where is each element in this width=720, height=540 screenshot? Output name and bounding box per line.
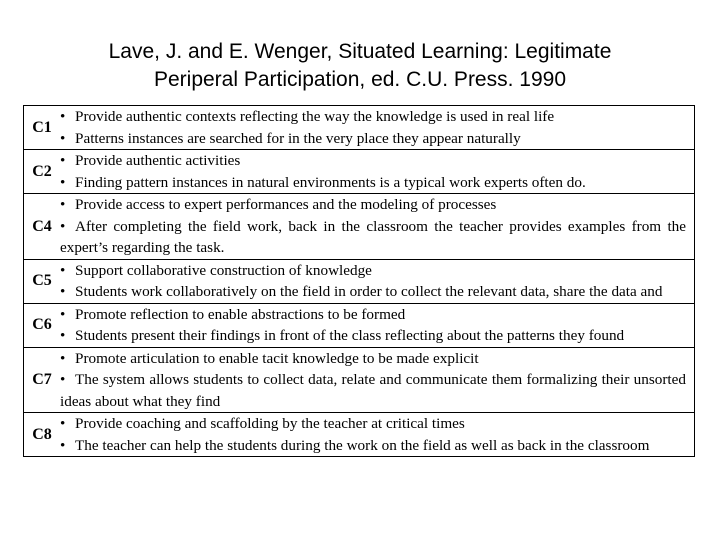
row-code: C7 xyxy=(24,347,61,413)
row-code: C6 xyxy=(24,303,61,347)
table-row xyxy=(24,194,695,260)
bullet-icon: • xyxy=(60,108,66,125)
row-code: C1 xyxy=(24,106,61,150)
application-text: • The system allows students to collect data, relate and communicate them formalizing their unsorted ideas about what they find xyxy=(60,371,686,410)
row-code: C5 xyxy=(24,259,61,303)
bullet-icon: • xyxy=(60,217,66,235)
table-row xyxy=(24,150,695,194)
criteria-table xyxy=(23,105,695,457)
bullet-icon: • xyxy=(60,129,66,147)
row-content xyxy=(60,106,695,150)
bullet-icon: • xyxy=(60,261,66,279)
principle-text: • Provide authentic contexts reflecting the way the knowledge is used in real life xyxy=(60,106,686,128)
bullet-icon: • xyxy=(60,305,66,323)
principle-text: • Provide coaching and scaffolding by the teacher at critical times xyxy=(60,413,686,435)
row-content xyxy=(60,413,695,457)
principle-text: • Provide authentic activities xyxy=(60,150,686,172)
application-text: • Students work collaboratively on the field in order to collect the relevant data, share the data and xyxy=(60,281,686,303)
application-text: • Students present their findings in front of the class reflecting about the patterns they found xyxy=(60,325,686,347)
application-text: • Finding pattern instances in natural environments is a typical work experts often do. xyxy=(60,172,686,194)
principle-text: • Support collaborative construction of knowledge xyxy=(60,260,686,282)
principle-text: • Promote articulation to enable tacit knowledge to be made explicit xyxy=(60,348,686,370)
row-code: C8 xyxy=(24,413,61,457)
table-row xyxy=(24,303,695,347)
row-content xyxy=(60,347,695,413)
table-row xyxy=(24,347,695,413)
row-content xyxy=(60,303,695,347)
table-row xyxy=(24,413,695,457)
row-content xyxy=(60,150,695,194)
row-code: C4 xyxy=(24,194,61,260)
row-code: C2 xyxy=(24,150,61,194)
row-content xyxy=(60,259,695,303)
bullet-icon: • xyxy=(60,349,66,367)
bullet-icon: • xyxy=(60,196,66,213)
application-text: • After completing the field work, back in the classroom the teacher provides examples from the expert’s regarding the task. xyxy=(60,217,686,256)
bullet-icon: • xyxy=(60,173,66,191)
row-content xyxy=(60,194,695,260)
bullet-icon: • xyxy=(60,415,66,432)
bullet-icon: • xyxy=(60,436,66,454)
bullet-icon: • xyxy=(60,283,66,300)
bullet-icon: • xyxy=(60,152,66,169)
table-row xyxy=(24,106,695,150)
title-line-1: Lave, J. and E. Wenger, Situated Learning: Legitimate xyxy=(108,40,612,63)
application-text: • Patterns instances are searched for in the very place they appear naturally xyxy=(60,128,686,150)
principle-text: • Promote reflection to enable abstractions to be formed xyxy=(60,304,686,326)
table-row xyxy=(24,259,695,303)
principle-text: • Provide access to expert performances and the modeling of processes xyxy=(60,194,686,216)
bullet-icon: • xyxy=(60,371,66,388)
bullet-icon: • xyxy=(60,327,66,344)
application-text: • The teacher can help the students during the work on the field as well as back in the classroom xyxy=(60,435,686,457)
title-line-2: Periperal Participation, ed. C.U. Press. 1990 xyxy=(153,68,567,91)
slide-title xyxy=(0,38,720,94)
